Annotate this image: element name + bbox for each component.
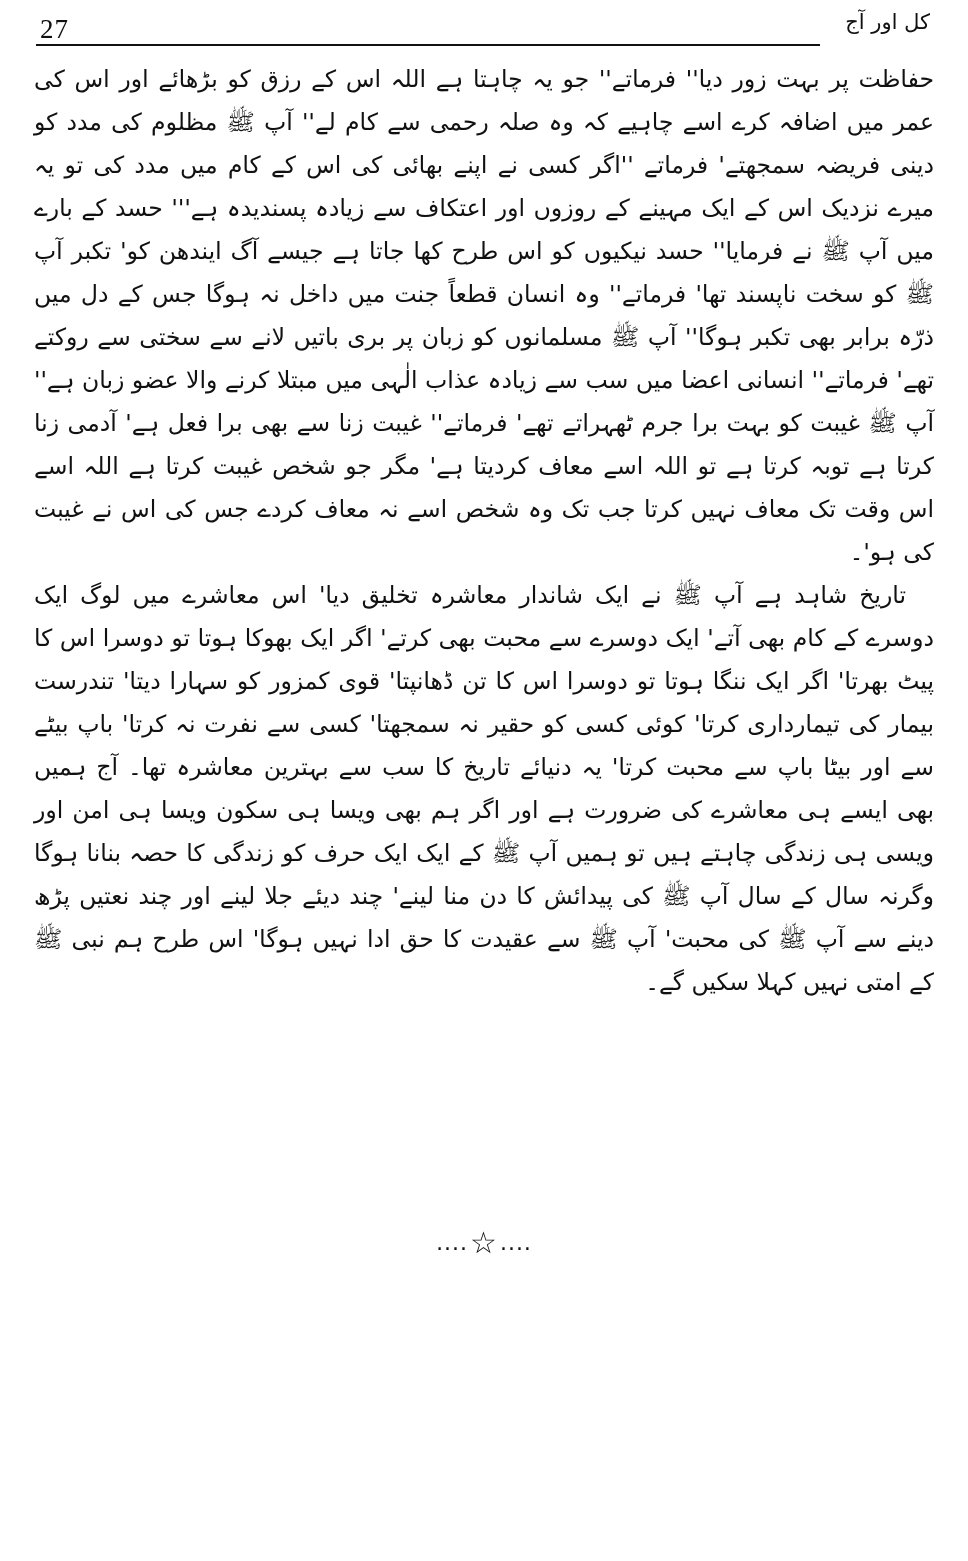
- paragraph-2: تاریخ شاہد ہے آپ ﷺ نے ایک شاندار معاشرہ تخلیق دیا' اس معاشرے میں لوگ ایک دوسرے کے کام بھی آتے' ایک دوسرے سے محبت بھی کرتے' اگر ایک بھوکا ہوتا تو دوسرا اس کا پیٹ بھرتا' اگر ایک ننگا ہوتا تو دوسرا اس کا تن ڈھانپتا' قوی کمزور کو سہارا دیتا' تندرست بیمار کی تیمارداری کرتا' کوئی کسی کو حقیر نہ سمجھتا' کسی سے نفرت نہ کرتا' باپ بیٹے سے اور بیٹا باپ سے محبت کرتا' یہ دنیائے تاریخ کا سب سے بہترین معاشرہ تھا۔ آج ہمیں بھی ایسے ہی معاشرے کی ضرورت ہے اور اگر ہم بھی ویسا ہی سکون ویسا ہی امن اور ویسی ہی زندگی چاہتے ہیں تو ہمیں آپ ﷺ کے ایک ایک حرف کو زندگی کا حصہ بنانا ہوگا وگرنہ سال کے سال آپ ﷺ کی پیدائش کا دن منا لینے' چند دیئے جلا لینے اور چند نعتیں پڑھ دینے سے آپ ﷺ کی محبت' آپ ﷺ سے عقیدت کا حق ادا نہیں ہوگا' اس طرح ہم نبی ﷺ کے امتی نہیں کہلا سکیں گے۔: [34, 581, 934, 996]
- running-title: کل اور آج: [845, 10, 930, 34]
- star-icon: ☆: [470, 1226, 498, 1261]
- page-number: 27: [40, 14, 69, 44]
- section-end-ornament: [0, 1226, 968, 1261]
- body-text: [34, 58, 934, 1004]
- ornament-dots-right: ....: [499, 1231, 532, 1256]
- ornament-dots-left: ....: [436, 1231, 469, 1256]
- header-rule: [36, 44, 820, 46]
- paragraph-1: حفاظت پر بہت زور دیا'' فرماتے'' جو یہ چاہتا ہے اللہ اس کے رزق کو بڑھائے اور اس کی عمر میں اضافہ کرے اسے چاہیے کہ وہ صلہ رحمی سے کام لے'' آپ ﷺ مظلوم کی مدد کو دینی فریضہ سمجھتے' فرماتے ''اگر کسی نے اپنے بھائی کی اس کے کام میں مدد کی تو یہ میرے نزدیک اس کے ایک مہینے کے روزوں اور اعتکاف سے زیادہ پسندیدہ ہے''' حسد کے بارے میں آپ ﷺ نے فرمایا'' حسد نیکیوں کو اس طرح کھا جاتا ہے جیسے آگ ایندھن کو' تکبر آپ ﷺ کو سخت ناپسند تھا' فرماتے'' وہ انسان قطعاً جنت میں داخل نہ ہوگا جس کے دل میں ذرّہ برابر بھی تکبر ہوگا'' آپ ﷺ مسلمانوں کو زبان پر بری باتیں لانے سے سختی سے روکتے تھے' فرماتے'' انسانی اعضا میں سب سے زیادہ عذاب الٰہی میں مبتلا کرنے والا عضو زبان ہے'' آپ ﷺ غیبت کو بہت برا جرم ٹھہراتے تھے' فرماتے'' غیبت زنا سے بھی برا فعل ہے' آدمی زنا کرتا ہے توبہ کرتا ہے تو اللہ اسے معاف کردیتا ہے' مگر جو شخص غیبت کرتا ہے اللہ اسے اس وقت تک معاف نہیں کرتا جب تک وہ شخص اسے نہ معاف کردے جس کی اس نے غیبت کی ہو'۔: [34, 65, 934, 566]
